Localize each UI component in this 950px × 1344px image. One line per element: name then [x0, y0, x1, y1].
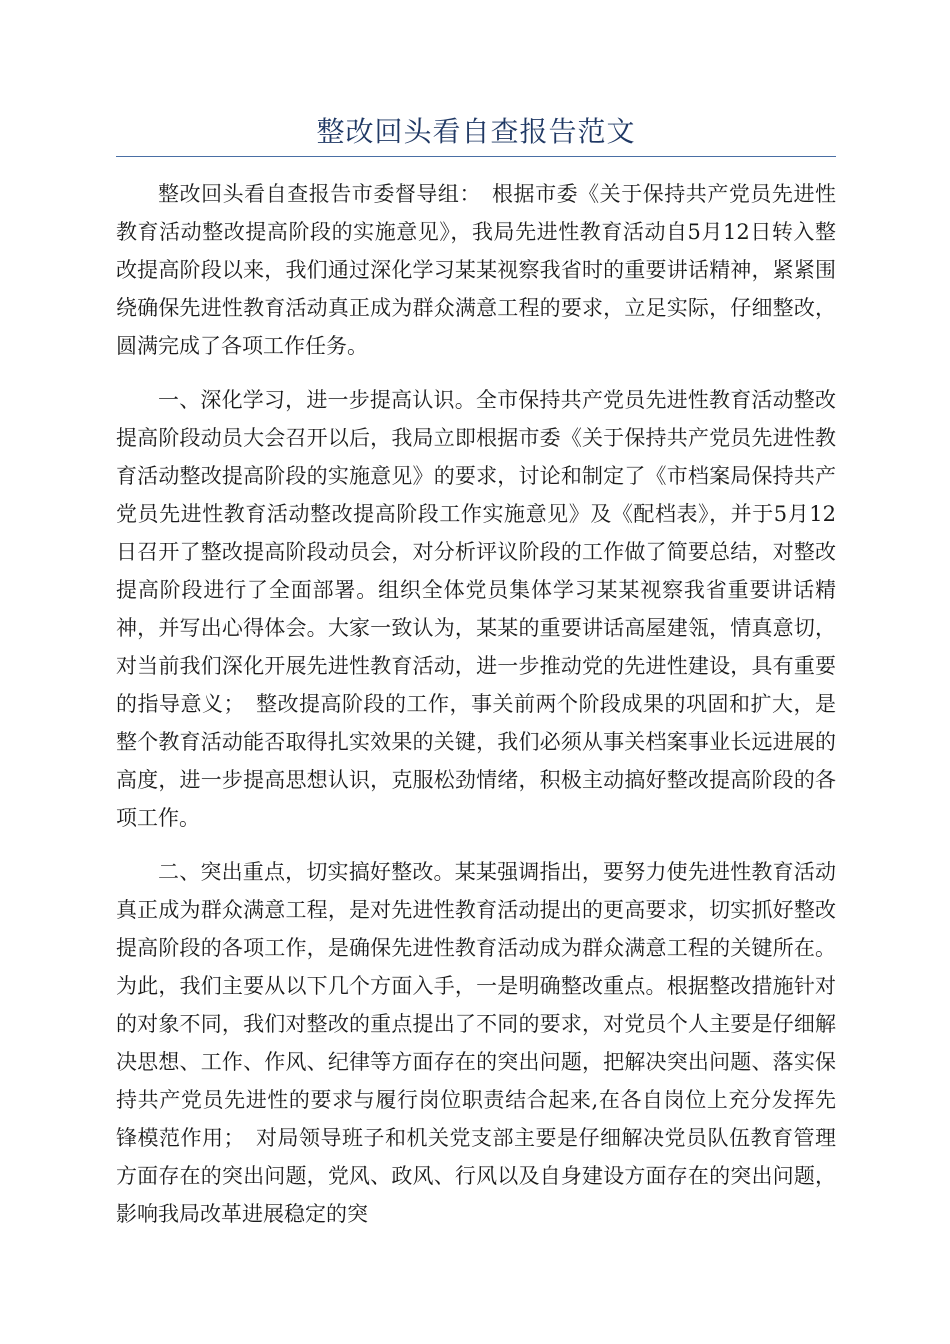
paragraph-section-2: 二、突出重点，切实搞好整改。某某强调指出，要努力使先进性教育活动真正成为群众满意工程，是对先进性教育活动提出的更高要求，切实抓好整改提高阶段的各项工作，是确保先进性教育活动成为群众满意工程的关键所在。为此，我们主要从以下几个方面入手，一是明确整改重点。根据整改措施针对的对象不同，我们对整改的重点提出了不同的要求，对党员个人主要是仔细解决思想、工作、作风、纪律等方面存在的突出问题，把解决突出问题、落实保持共产党员先进性的要求与履行岗位职责结合起来,在各自岗位上充分发挥先锋模范作用； 对局领导班子和机关党支部主要是仔细解决党员队伍教育管理方面存在的突出问题，党风、政风、行风以及自身建设方面存在的突出问题，影响我局改革进展稳定的突 — [116, 860, 836, 1226]
paragraph-intro: 整改回头看自查报告市委督导组： 根据市委《关于保持共产党员先进性教育活动整改提高阶段的实施意见》，我局先进性教育活动自5月12日转入整改提高阶段以来，我们通过深化学习某某视察我省时的重要讲话精神，紧紧围绕确保先进性教育活动真正成为群众满意工程的要求，立足实际，仔细整改，圆满完成了各项工作任务。 — [116, 182, 836, 358]
paragraph-section-1: 一、深化学习，进一步提高认识。全市保持共产党员先进性教育活动整改提高阶段动员大会召开以后，我局立即根据市委《关于保持共产党员先进性教育活动整改提高阶段的实施意见》的要求，讨论和制定了《市档案局保持共产党员先进性教育活动整改提高阶段工作实施意见》及《配档表》，并于5月12日召开了整改提高阶段动员会，对分析评议阶段的工作做了简要总结，对整改提高阶段进行了全面部署。组织全体党员集体学习某某视察我省重要讲话精神，并写出心得体会。大家一致认为，某某的重要讲话高屋建瓴，情真意切，对当前我们深化开展先进性教育活动，进一步推动党的先进性建设，具有重要的指导意义； 整改提高阶段的工作，事关前两个阶段成果的巩固和扩大，是整个教育活动能否取得扎实效果的关键，我们必须从事关档案事业长远进展的高度，进一步提高思想认识，克服松劲情绪，积极主动搞好整改提高阶段的各项工作。 — [116, 388, 836, 830]
document-body — [116, 175, 836, 1233]
title-underline — [116, 156, 836, 157]
document-title: 整改回头看自查报告范文 — [316, 115, 636, 148]
document-page — [116, 0, 836, 1249]
